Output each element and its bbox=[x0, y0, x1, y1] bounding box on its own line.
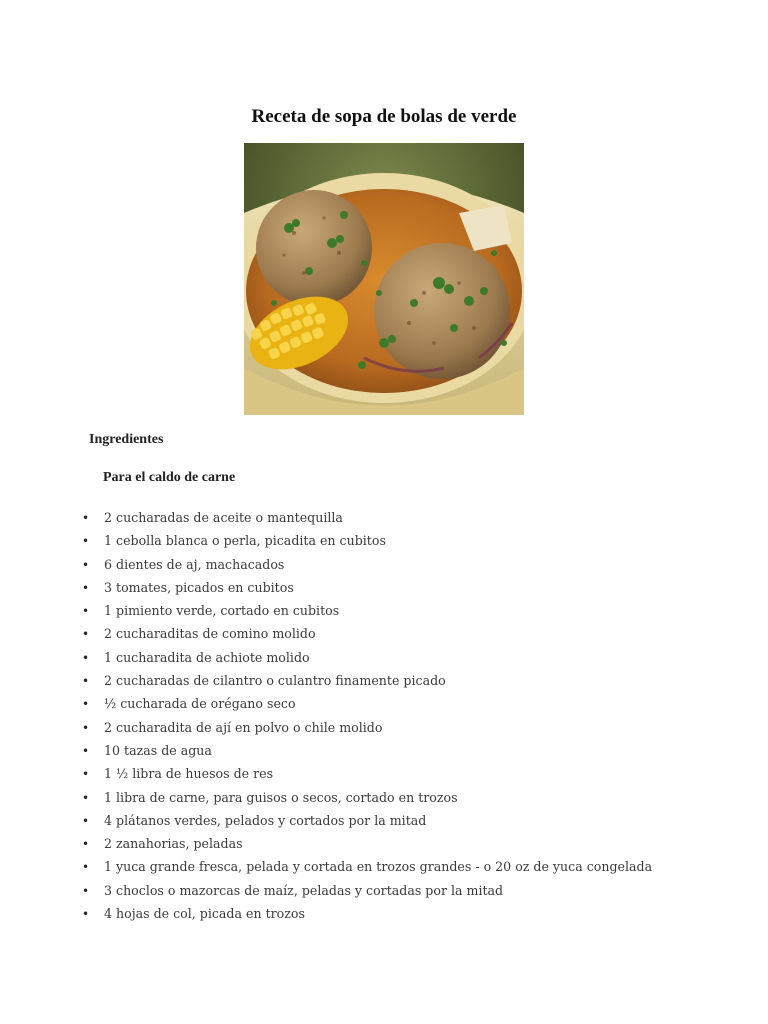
bullet-icon: • bbox=[82, 674, 90, 689]
bullet-icon: • bbox=[82, 720, 90, 735]
bullet-icon: • bbox=[82, 604, 90, 619]
soup-bowl-photo bbox=[244, 143, 524, 415]
ingredient-text: 2 cucharadas de cilantro o culantro finamente picado bbox=[104, 673, 446, 689]
bullet-icon: • bbox=[82, 883, 90, 898]
ingredients-list bbox=[0, 508, 700, 927]
ingredient-text: ½ cucharada de orégano seco bbox=[104, 696, 296, 712]
list-item bbox=[0, 881, 700, 904]
ingredient-text: 2 cucharadas de aceite o mantequilla bbox=[104, 510, 343, 525]
bullet-icon: • bbox=[82, 511, 90, 525]
list-item bbox=[0, 811, 700, 834]
list-item bbox=[0, 508, 700, 531]
ingredient-text: 1 libra de carne, para guisos o secos, cortado en trozos bbox=[104, 789, 458, 805]
list-item bbox=[0, 764, 700, 787]
bullet-icon: • bbox=[82, 837, 90, 852]
ingredients-heading: Ingredientes bbox=[89, 432, 164, 447]
list-item bbox=[0, 694, 700, 717]
bullet-icon: • bbox=[82, 860, 90, 875]
ingredient-text: 2 cucharadita de ají en polvo o chile molido bbox=[104, 719, 383, 735]
ingredient-text: 1 ½ libra de huesos de res bbox=[104, 766, 274, 782]
ingredient-text: 3 tomates, picados en cubitos bbox=[104, 579, 294, 595]
ingredient-text: 1 pimiento verde, cortado en cubitos bbox=[104, 603, 340, 619]
ingredient-text: 1 cebolla blanca o perla, picadita en cubitos bbox=[104, 533, 386, 549]
bullet-icon: • bbox=[82, 907, 90, 922]
bullet-icon: • bbox=[82, 557, 90, 572]
bullet-icon: • bbox=[82, 627, 90, 642]
bullet-icon: • bbox=[82, 697, 90, 712]
list-item bbox=[0, 648, 700, 671]
list-item bbox=[0, 671, 700, 694]
list-item bbox=[0, 788, 700, 811]
bullet-icon: • bbox=[82, 534, 90, 549]
list-item bbox=[0, 857, 700, 880]
ingredient-text: 1 cucharadita de achiote molido bbox=[104, 649, 310, 665]
bullet-icon: • bbox=[82, 650, 90, 665]
list-item bbox=[0, 741, 700, 764]
list-item bbox=[0, 718, 700, 741]
ingredient-text: 2 zanahorias, peladas bbox=[104, 836, 243, 852]
ingredient-text: 10 tazas de agua bbox=[104, 742, 212, 758]
soup-bowl-image bbox=[244, 143, 524, 415]
list-item bbox=[0, 555, 700, 578]
bullet-icon: • bbox=[82, 767, 90, 782]
list-item bbox=[0, 531, 700, 554]
ingredient-text: 4 plátanos verdes, pelados y cortados por la mitad bbox=[104, 812, 427, 828]
bullet-icon: • bbox=[82, 813, 90, 828]
ingredient-text: 1 yuca grande fresca, pelada y cortada en trozos grandes - o 20 oz de yuca congelada bbox=[104, 859, 653, 875]
list-item bbox=[0, 601, 700, 624]
ingredient-text: 3 choclos o mazorcas de maíz, peladas y cortadas por la mitad bbox=[104, 882, 504, 898]
list-item bbox=[0, 834, 700, 857]
page-title: Receta de sopa de bolas de verde bbox=[251, 106, 517, 127]
list-item bbox=[0, 624, 700, 647]
ingredient-text: 4 hojas de col, picada en trozos bbox=[104, 906, 305, 922]
list-item bbox=[0, 904, 700, 927]
list-item bbox=[0, 578, 700, 601]
bullet-icon: • bbox=[82, 743, 90, 758]
ingredient-text: 2 cucharaditas de comino molido bbox=[104, 626, 316, 642]
bullet-icon: • bbox=[82, 790, 90, 805]
bullet-icon: • bbox=[82, 580, 90, 595]
ingredient-text: 6 dientes de aj, machacados bbox=[104, 556, 285, 572]
broth-subheading: Para el caldo de carne bbox=[103, 470, 236, 485]
